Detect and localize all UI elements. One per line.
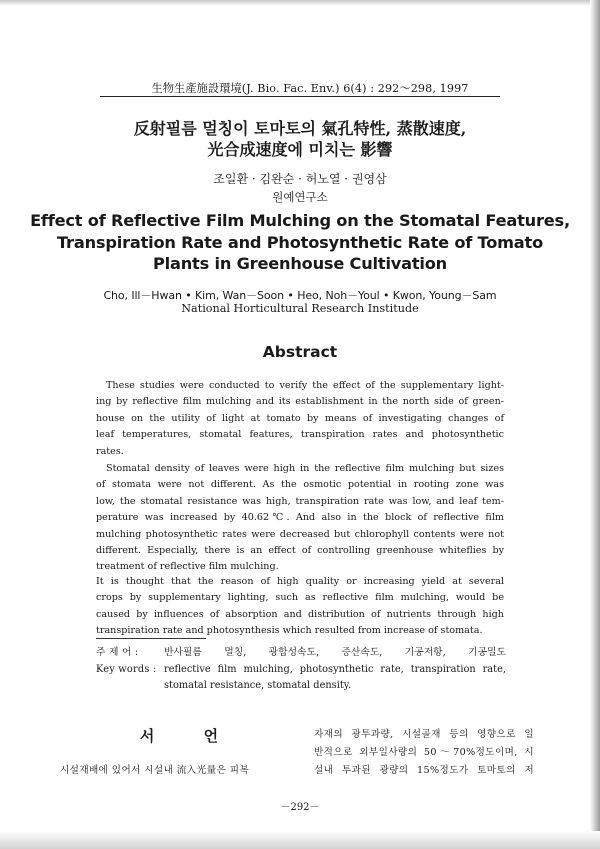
introduction-right-line: 자재의 광투과량, 시설골재 등의 영향으로 일 [314,729,534,740]
abstract-line: house on the utility of light at tomato by means of investigating changes of [96,412,504,424]
abstract-line: These studies were conducted to verify the effect of the supplementary light- [106,380,504,391]
english-title-line-3: Plants in Greenhouse Cultivation [153,254,447,273]
abstract-line: of stomata were not different. As the osmotic potential in rooting zone was [96,479,504,491]
abstract-line: rates. [96,445,124,457]
abstract-line: treatment of reflective film mulching. [96,561,279,573]
english-keywords [96,662,506,678]
abstract-heading: Abstract [262,343,338,361]
journal-citation: 生物生產施設環境(J. Bio. Fac. Env.) 6(4) : 292～298, 1997 [151,82,469,95]
english-institution: National Horticultural Research Institude [181,302,419,315]
abstract-paragraph-1 [96,378,504,460]
scan-edge-right [590,0,600,849]
abstract-line: transpiration rate and photosynthesis which resulted from increase of stomata. [96,625,483,637]
english-keywords-label: Key words : [96,664,157,675]
abstract-line: low, the stomatal resistance was high, transpiration rate was low, and leaf tem- [96,495,504,507]
korean-keywords-label: 주 제 어 : [96,647,139,658]
english-title-line-1: Effect of Reflective Film Mulching on the Stomatal Features, [30,211,570,230]
abstract-line: different. Especially, there is an effect of controlling greenhouse whiteflies by [96,545,504,557]
abstract-line: Stomatal density of leaves were high in the reflective film mulching but sizes [106,463,504,474]
abstract-line: mulching photosynthetic rates were decreased but chlorophyll contents were not [96,528,504,540]
english-authors: Cho, Ill－Hwan • Kim, Wan－Soon • Heo, Noh－Youl • Kwon, Young－Sam [103,289,497,302]
korean-title-line-1: 反射필름 멀칭이 토마토의 氣孔特性, 蒸散速度, [133,119,467,138]
korean-keywords [96,645,506,661]
introduction-heading: 서 언 [139,727,241,745]
introduction-right-line: 반적으로 외부일사량의 50～70%정도이며, 시 [314,747,534,758]
english-title-line-2: Transpiration Rate and Photosynthetic Rate of Tomato [57,233,543,252]
introduction-right-line: 설내 투과된 광량의 15%정도가 토마토의 저 [314,765,534,776]
scan-edge-top [0,0,600,6]
abstract-line: crops by supplementary lighting, such as reflective film mulching, would be [96,592,504,604]
keywords-rule [96,638,206,639]
korean-title-line-2: 光合成速度에 미치는 影響 [207,140,393,159]
korean-institution: 원예연구소 [272,190,328,204]
introduction-left-line: 시설재배에 있어서 시설내 流入光量은 피복 [60,765,250,776]
abstract-paragraph-3 [96,574,504,640]
english-keywords-value: reflective film mulching, photosynthetic rate, transpiration rate, [164,664,506,675]
page-number: －292－ [280,802,320,813]
abstract-paragraph-2 [96,461,504,576]
english-keywords-continued: stomatal resistance, stomatal density. [164,680,352,691]
korean-keywords-value: 반사필름 멀칭, 광합성속도, 증산속도, 기공저항, 기공밀도 [164,647,506,658]
korean-authors: 조일환 · 김완순 · 허노열 · 권영삼 [213,172,387,186]
abstract-line: leaf temperatures, stomatal features, transpiration rates and photosynthetic [96,429,504,441]
scan-edge-bottom [0,831,600,849]
header-rule [100,96,500,97]
abstract-line: It is thought that the reason of high quality or increasing yield at several [96,576,504,587]
abstract-line: perature was increased by 40.62℃. And also in the block of reflective film [96,512,504,524]
abstract-line: caused by influences of absorption and distribution of nutrients through high [96,608,504,620]
abstract-line: ing by reflective film mulching and its establishment in the north side of green- [96,396,504,408]
